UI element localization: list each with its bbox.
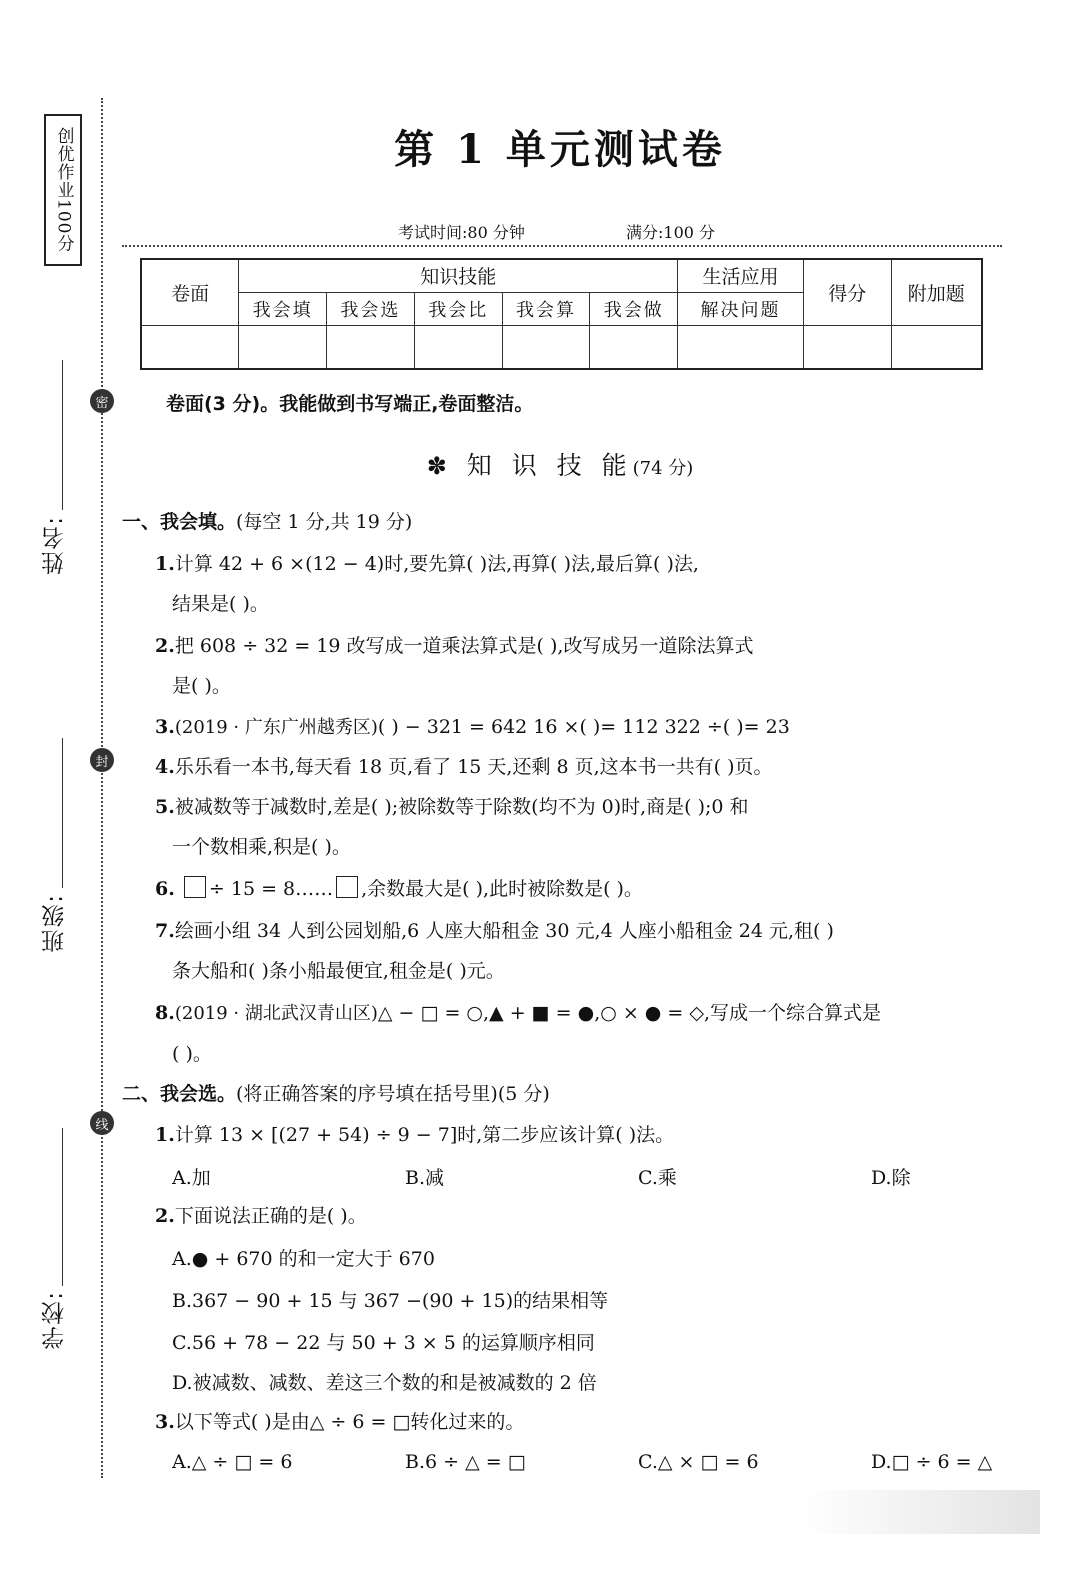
- p2q3-text: 以下等式( )是由△ ÷ 6 = □转化过来的。: [174, 1411, 525, 1433]
- th-life: 生活应用: [678, 259, 804, 292]
- scan-edge-shadow: [800, 1490, 1040, 1534]
- q5-text-a: 被减数等于减数时,差是( );被除数等于除数(均不为 0)时,商是( );0 和: [174, 796, 749, 818]
- q3-num: 3.: [155, 716, 175, 738]
- score-cell[interactable]: [327, 325, 415, 369]
- score-cell[interactable]: [502, 325, 590, 369]
- p2q1-option-c: C.乘: [638, 1167, 677, 1189]
- p2q2-option-b: B.367 − 90 + 15 与 367 −(90 + 15)的结果相等: [172, 1290, 609, 1312]
- p2q1-option-d: D.除: [871, 1167, 911, 1189]
- th-bonus: 附加题: [891, 259, 982, 325]
- binding-dotted-line: [101, 98, 103, 1478]
- q4-line: [155, 754, 773, 780]
- q7-num: 7.: [155, 920, 175, 942]
- p2q2-line: [155, 1203, 367, 1229]
- q8-source: (2019 · 湖北武汉青山区): [174, 1003, 378, 1024]
- th-calc: 我会算: [502, 292, 590, 325]
- q1-line-b: 结果是( )。: [172, 593, 269, 615]
- section-points: (74 分): [632, 458, 694, 479]
- p2q3-option-b: B.6 ÷ △ = □: [405, 1451, 526, 1473]
- q3-line: [155, 714, 790, 741]
- q8-text: △ − □ = ○,▲ + ■ = ●,○ × ● = ◇,写成一个综合算式是: [377, 1002, 882, 1024]
- score-cell[interactable]: [141, 325, 239, 369]
- q3-text: ( ) − 321 = 642 16 ×( )= 112 322 ÷( )= 23: [377, 716, 790, 738]
- class-label: 班级:: [42, 893, 68, 953]
- th-score: 得分: [803, 259, 891, 325]
- seal-mi: 密: [90, 389, 114, 413]
- school-line: [62, 1128, 63, 1286]
- p2q2-text: 下面说法正确的是( )。: [174, 1205, 367, 1227]
- p2q2-option-c: C.56 + 78 − 22 与 50 + 3 × 5 的运算顺序相同: [172, 1332, 595, 1354]
- th-compare: 我会比: [414, 292, 502, 325]
- juanmian-note: 卷面(3 分)。我能做到书写端正,卷面整洁。: [166, 393, 534, 415]
- part2-heading: [122, 1081, 550, 1107]
- p2q1-line: [155, 1122, 674, 1148]
- score-cell[interactable]: [590, 325, 678, 369]
- exam-time: 考试时间:80 分钟: [398, 223, 525, 242]
- part2-heading-text: 二、我会选。: [122, 1083, 237, 1105]
- name-label: 姓名:: [42, 515, 68, 575]
- q6-text-end: ,余数最大是( ),此时被除数是( )。: [361, 878, 643, 900]
- square-box-icon: [184, 876, 206, 898]
- q5-num: 5.: [155, 796, 175, 818]
- score-cell[interactable]: [803, 325, 891, 369]
- p2q3-option-a: A.△ ÷ □ = 6: [172, 1451, 293, 1473]
- q3-source: (2019 · 广东广州越秀区): [174, 717, 378, 738]
- class-line: [62, 738, 63, 888]
- seal-feng: 封: [90, 748, 114, 772]
- q1-line-a: [155, 551, 699, 577]
- th-fill: 我会填: [239, 292, 327, 325]
- seal-xian: 线: [90, 1111, 114, 1135]
- name-line: [62, 360, 63, 510]
- page-title: 第 1 单元测试卷: [394, 126, 726, 173]
- th-solve: 解决问题: [678, 292, 804, 325]
- p2q1-text: 计算 13 × [(27 + 54) ÷ 9 − 7]时,第二步应该计算( )法。: [174, 1124, 675, 1146]
- q8-num: 8.: [155, 1002, 175, 1024]
- p2q1-num: 1.: [155, 1124, 175, 1146]
- section-knowledge-title: [0, 446, 1080, 482]
- q1-text-a: 计算 42 + 6 ×(12 − 4)时,要先算( )法,再算( )法,最后算( )法,: [174, 553, 699, 575]
- q5-line-a: [155, 794, 749, 820]
- p2q2-num: 2.: [155, 1205, 175, 1227]
- q6-num: 6.: [155, 878, 175, 900]
- score-cell[interactable]: [891, 325, 982, 369]
- p2q2-option-d: D.被减数、减数、差这三个数的和是被减数的 2 倍: [172, 1372, 597, 1394]
- p2q2-option-a: A.● + 670 的和一定大于 670: [172, 1248, 435, 1270]
- full-score: 满分:100 分: [626, 223, 716, 242]
- th-choose: 我会选: [327, 292, 415, 325]
- q2-line-b: 是( )。: [172, 675, 231, 697]
- part1-heading-note: (每空 1 分,共 19 分): [236, 511, 413, 533]
- q7-line-b: 条大船和( )条小船最便宜,租金是( )元。: [172, 960, 505, 982]
- p2q3-option-c: C.△ × □ = 6: [638, 1451, 759, 1473]
- q6-text-mid: ÷ 15 = 8……: [208, 878, 334, 900]
- p2q3-option-d: D.□ ÷ 6 = △: [871, 1451, 993, 1473]
- th-do: 我会做: [590, 292, 678, 325]
- q1-num: 1.: [155, 553, 175, 575]
- p2q3-line: [155, 1409, 524, 1435]
- th-knowledge: 知识技能: [239, 259, 678, 292]
- q7-line-a: [155, 918, 834, 944]
- p2q1-option-b: B.减: [405, 1167, 445, 1189]
- flower-star-icon: ✽: [426, 452, 453, 480]
- q2-num: 2.: [155, 635, 175, 657]
- q8-line-a: [155, 1000, 881, 1027]
- q5-line-b: 一个数相乘,积是( )。: [172, 836, 351, 858]
- p2q1-option-a: A.加: [172, 1167, 211, 1189]
- score-cell[interactable]: [414, 325, 502, 369]
- school-label: 学校:: [42, 1290, 68, 1350]
- q7-text-a: 绘画小组 34 人到公园划船,6 人座大船租金 30 元,4 人座小船租金 24 元,租( ): [174, 920, 834, 942]
- q8-line-b: ( )。: [172, 1043, 212, 1065]
- score-cell[interactable]: [239, 325, 327, 369]
- score-table: [140, 258, 983, 370]
- score-cell[interactable]: [678, 325, 804, 369]
- part2-heading-note: (将正确答案的序号填在括号里)(5 分): [236, 1083, 550, 1105]
- section-title-text: 知 识 技 能: [466, 451, 633, 480]
- q2-text-a: 把 608 ÷ 32 = 19 改写成一道乘法算式是( ),改写成另一道除法算式: [174, 635, 754, 657]
- q2-line-a: [155, 633, 753, 659]
- th-juanmian: 卷面: [141, 259, 239, 325]
- header-divider: [122, 245, 1002, 247]
- q4-text: 乐乐看一本书,每天看 18 页,看了 15 天,还剩 8 页,这本书一共有( )页。: [174, 756, 773, 778]
- part1-heading: [122, 509, 412, 535]
- q6-line: [155, 876, 643, 902]
- part1-heading-text: 一、我会填。: [122, 511, 237, 533]
- square-box-icon: [336, 876, 358, 898]
- p2q3-num: 3.: [155, 1411, 175, 1433]
- q4-num: 4.: [155, 756, 175, 778]
- brand-badge-text: 创优作业100分: [53, 127, 74, 253]
